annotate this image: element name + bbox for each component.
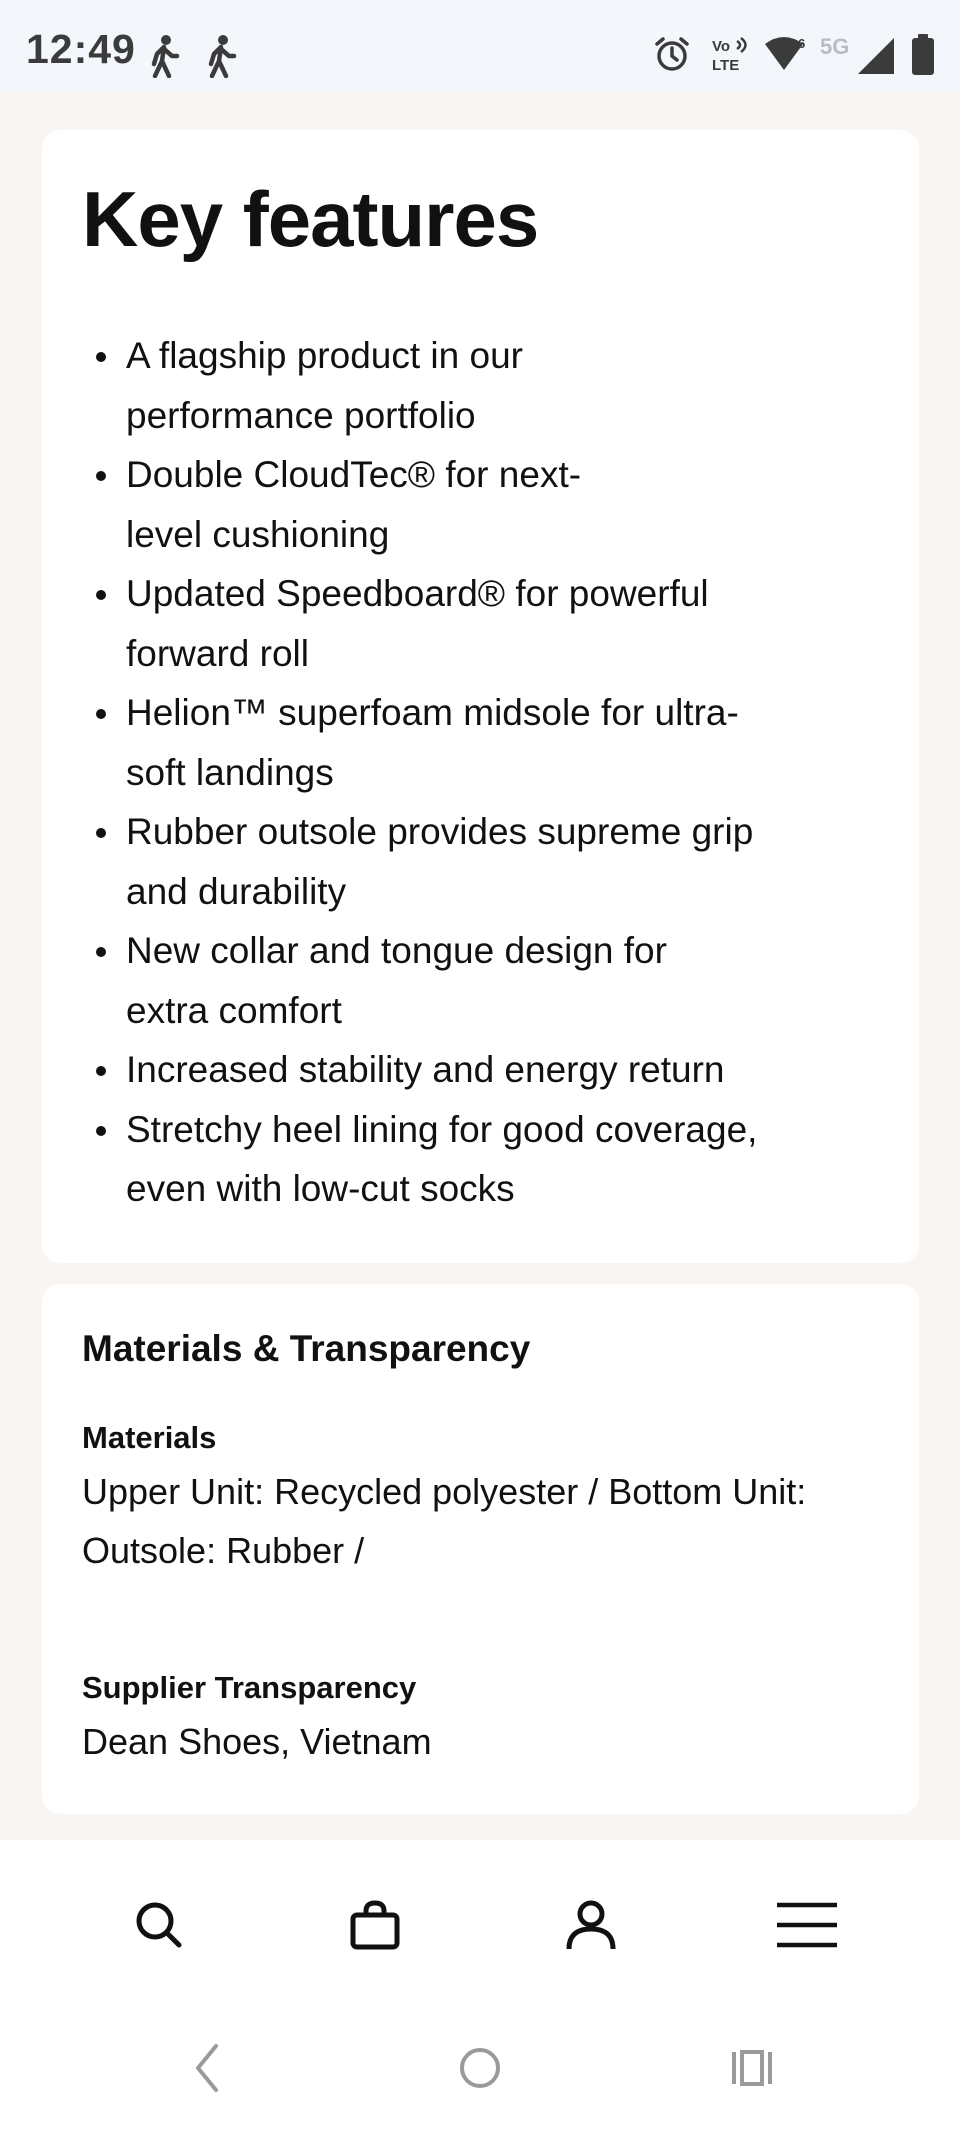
supplier-label: Supplier Transparency	[82, 1670, 417, 1705]
cell-signal-icon	[856, 36, 896, 76]
materials-title: Materials & Transparency	[82, 1328, 531, 1369]
key-features-title: Key features	[82, 175, 539, 263]
svg-text:6: 6	[798, 36, 806, 51]
feature-item: Updated Speedboard® for powerful forward roll	[126, 564, 846, 683]
alarm-icon	[654, 36, 690, 72]
search-button[interactable]	[124, 1890, 194, 1960]
system-nav-bar	[0, 2000, 960, 2133]
volte-icon	[710, 36, 752, 74]
wifi-icon	[762, 34, 810, 74]
bottom-nav	[0, 1840, 960, 2000]
status-time: 12:49	[26, 26, 136, 72]
back-icon[interactable]	[178, 2038, 238, 2098]
feature-item: Double CloudTec® for next- level cushioning	[126, 445, 846, 564]
search-icon	[133, 1899, 185, 1951]
materials-label: Materials	[82, 1420, 217, 1455]
account-button[interactable]	[556, 1890, 626, 1960]
walking-person-icon	[203, 34, 237, 78]
network-type-label: 5G	[820, 34, 850, 59]
status-bar	[0, 0, 960, 92]
account-icon	[565, 1899, 617, 1951]
key-features-list	[126, 326, 846, 1219]
svg-text:LTE: LTE	[712, 57, 740, 74]
feature-item: Increased stability and energy return	[126, 1040, 846, 1100]
supplier-value: Dean Shoes, Vietnam	[82, 1721, 432, 1762]
feature-item: New collar and tongue design for extra comfort	[126, 921, 846, 1040]
svg-text:Vo: Vo	[712, 38, 731, 55]
feature-item: Helion™ superfoam midsole for ultra- soft landings	[126, 683, 846, 802]
feature-item: A flagship product in our performance portfolio	[126, 326, 846, 445]
materials-card	[42, 1284, 919, 1814]
recents-icon[interactable]	[722, 2038, 782, 2098]
feature-item: Stretchy heel lining for good coverage, even with low-cut socks	[126, 1100, 846, 1219]
key-features-card	[42, 130, 919, 1263]
feature-item: Rubber outsole provides supreme grip and durability	[126, 802, 846, 921]
home-icon[interactable]	[450, 2038, 510, 2098]
menu-icon	[775, 1899, 839, 1951]
materials-value: Upper Unit: Recycled polyester / Bottom Unit: Outsole: Rubber /	[82, 1471, 807, 1571]
menu-button[interactable]	[772, 1890, 842, 1960]
cart-button[interactable]	[340, 1890, 410, 1960]
battery-icon	[910, 34, 936, 76]
shopping-bag-icon	[349, 1899, 401, 1951]
walking-person-icon	[146, 34, 180, 78]
